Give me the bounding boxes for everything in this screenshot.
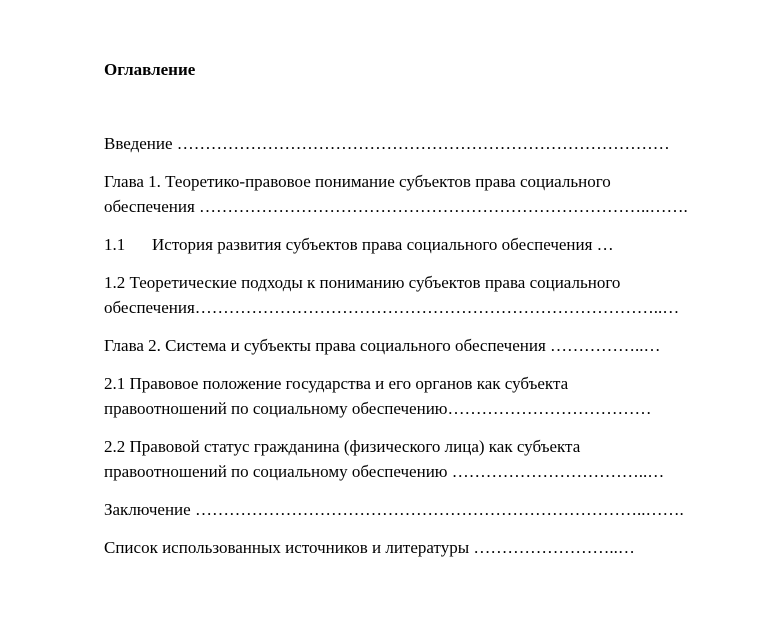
toc-heading: Оглавление bbox=[104, 60, 196, 79]
toc-entry-section-1-2: 1.2 Теоретические подходы к пониманию субъектов права социального bbox=[104, 273, 621, 292]
toc-entry-chapter-1-continued: обеспечения ……………………………………………………………………..……. bbox=[104, 197, 688, 216]
toc-entry-introduction: Введение …………………………………………………………………………… bbox=[104, 134, 670, 153]
toc-entry-section-2-1-continued: правоотношений по социальному обеспечению……………………………… bbox=[104, 399, 652, 418]
toc-entry-section-1-2-continued: обеспечения………………………………………………………………………..… bbox=[104, 298, 680, 317]
toc-entry-title: История развития субъектов права социального обеспечения … bbox=[152, 235, 614, 254]
toc-entry-conclusion: Заключение ……………………………………………………………………..……. bbox=[104, 500, 684, 519]
toc-entry-chapter-1: Глава 1. Теоретико-правовое понимание субъектов права социального bbox=[104, 172, 611, 191]
toc-entry-references: Список использованных источников и литературы ……………………..… bbox=[104, 538, 635, 557]
toc-entry-section-2-2-continued: правоотношений по социальному обеспечению ……………………………..… bbox=[104, 462, 665, 481]
toc-entry-section-2-1: 2.1 Правовое положение государства и его органов как субъекта bbox=[104, 374, 569, 393]
toc-entry-section-1-1 bbox=[104, 232, 614, 257]
toc-entry-chapter-2: Глава 2. Система и субъекты права социального обеспечения ……………..… bbox=[104, 336, 661, 355]
toc-entry-number: 1.1 bbox=[104, 235, 126, 254]
toc-entry-section-2-2: 2.2 Правовой статус гражданина (физического лица) как субъекта bbox=[104, 437, 581, 456]
